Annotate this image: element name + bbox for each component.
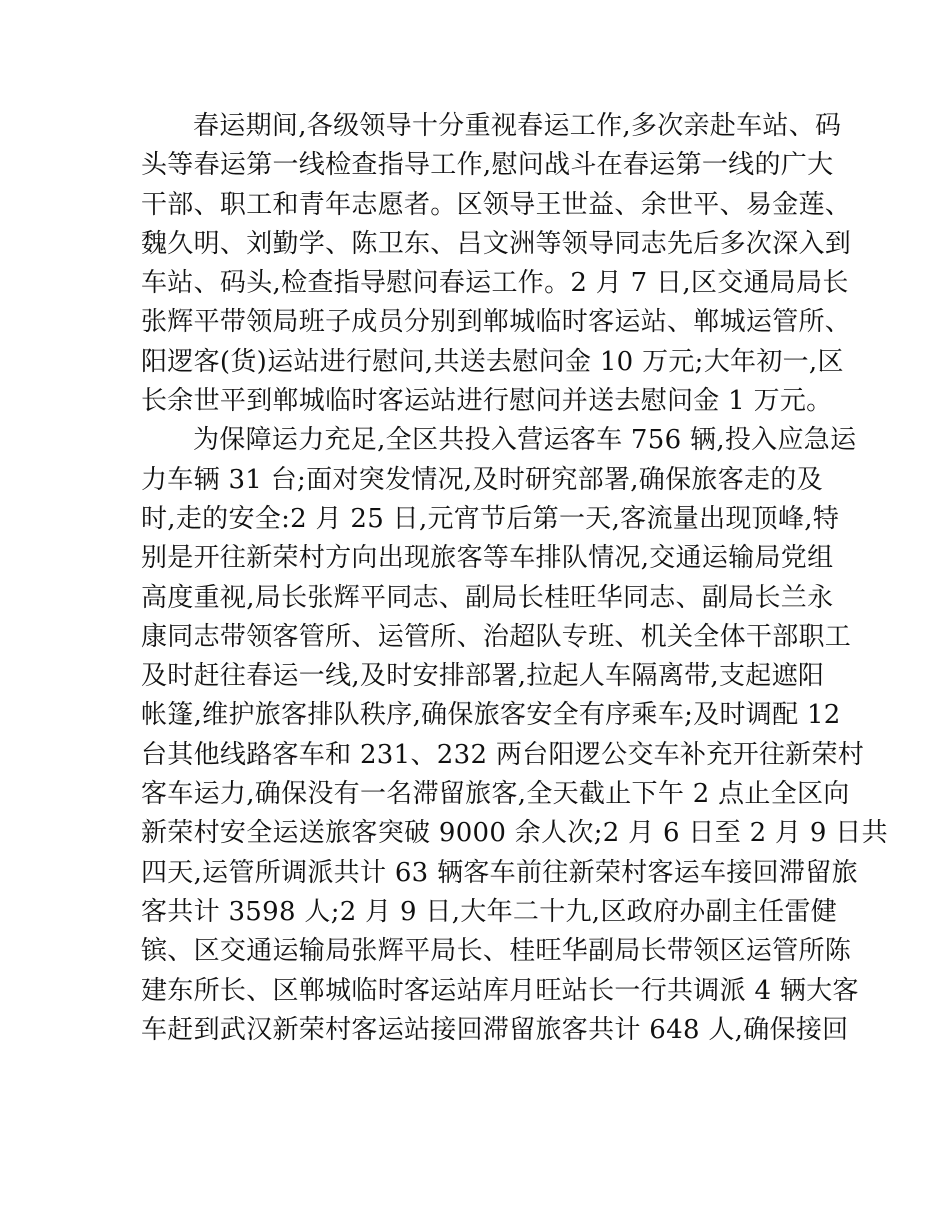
text-line: 及时赶往春运一线,及时安排部署,拉起人车隔离带,支起遮阳: [141, 661, 825, 692]
text-line: 长余世平到郸城临时客运站进行慰问并送去慰问金 1 万元。: [141, 386, 833, 417]
text-line: 四天,运管所调派共计 63 辆客车前往新荣村客运车接回滞留旅: [141, 857, 858, 888]
paragraph-1: [141, 107, 852, 421]
text-line: 时,走的安全:2 月 25 日,元宵节后第一天,客流量出现顶峰,特: [141, 503, 840, 534]
text-line: 力车辆 31 台;面对突发情况,及时研究部署,确保旅客走的及: [141, 464, 823, 495]
text-line: 客车运力,确保没有一名滞留旅客,全天截止下午 2 点止全区向: [141, 779, 850, 810]
document-body: [141, 107, 888, 1050]
text-line: 建东所长、区郸城临时客运站库月旺站长一行共调派 4 辆大客: [141, 975, 859, 1006]
text-line: 张辉平带领局班子成员分别到郸城临时客运站、郸城运管所、: [141, 307, 852, 338]
text-line: 魏久明、刘勤学、陈卫东、吕文洲等领导同志先后多次深入到: [141, 228, 852, 259]
text-line: 车站、码头,检查指导慰问春运工作。2 月 7 日,区交通局局长: [141, 268, 849, 299]
text-line: 车赶到武汉新荣村客运站接回滞留旅客共计 648 人,确保接回: [141, 1014, 849, 1045]
text-line: 康同志带领客管所、运管所、治超队专班、机关全体干部职工: [141, 621, 852, 652]
text-line: 别是开往新荣村方向出现旅客等车排队情况,交通运输局党组: [141, 543, 834, 574]
text-line: 台其他线路客车和 231、232 两台阳逻公交车补充开往新荣村: [141, 739, 865, 770]
text-line: 春运期间,各级领导十分重视春运工作,多次亲赴车站、码: [193, 111, 842, 141]
text-line: 客共计 3598 人;2 月 9 日,大年二十九,区政府办副主任雷健: [141, 896, 838, 927]
text-line: 新荣村安全运送旅客突破 9000 余人次;2 月 6 日至 2 月 9 日共: [141, 818, 888, 849]
text-line: 阳逻客(货)运站进行慰问,共送去慰问金 10 万元;大年初一,区: [141, 346, 844, 377]
text-line: 镔、区交通运输局张辉平局长、桂旺华副局长带领区运管所陈: [141, 936, 852, 967]
text-line: 高度重视,局长张辉平同志、副局长桂旺华同志、副局长兰永: [141, 582, 834, 613]
paragraph-2: [141, 421, 888, 1050]
text-line: 为保障运力充足,全区共投入营运客车 756 辆,投入应急运: [193, 425, 857, 456]
text-line: 帐篷,维护旅客排队秩序,确保旅客安全有序乘车;及时调配 12: [141, 700, 841, 731]
text-line: 头等春运第一线检查指导工作,慰问战斗在春运第一线的广大: [141, 150, 834, 181]
text-line: 干部、职工和青年志愿者。区领导王世益、余世平、易金莲、: [141, 189, 852, 220]
